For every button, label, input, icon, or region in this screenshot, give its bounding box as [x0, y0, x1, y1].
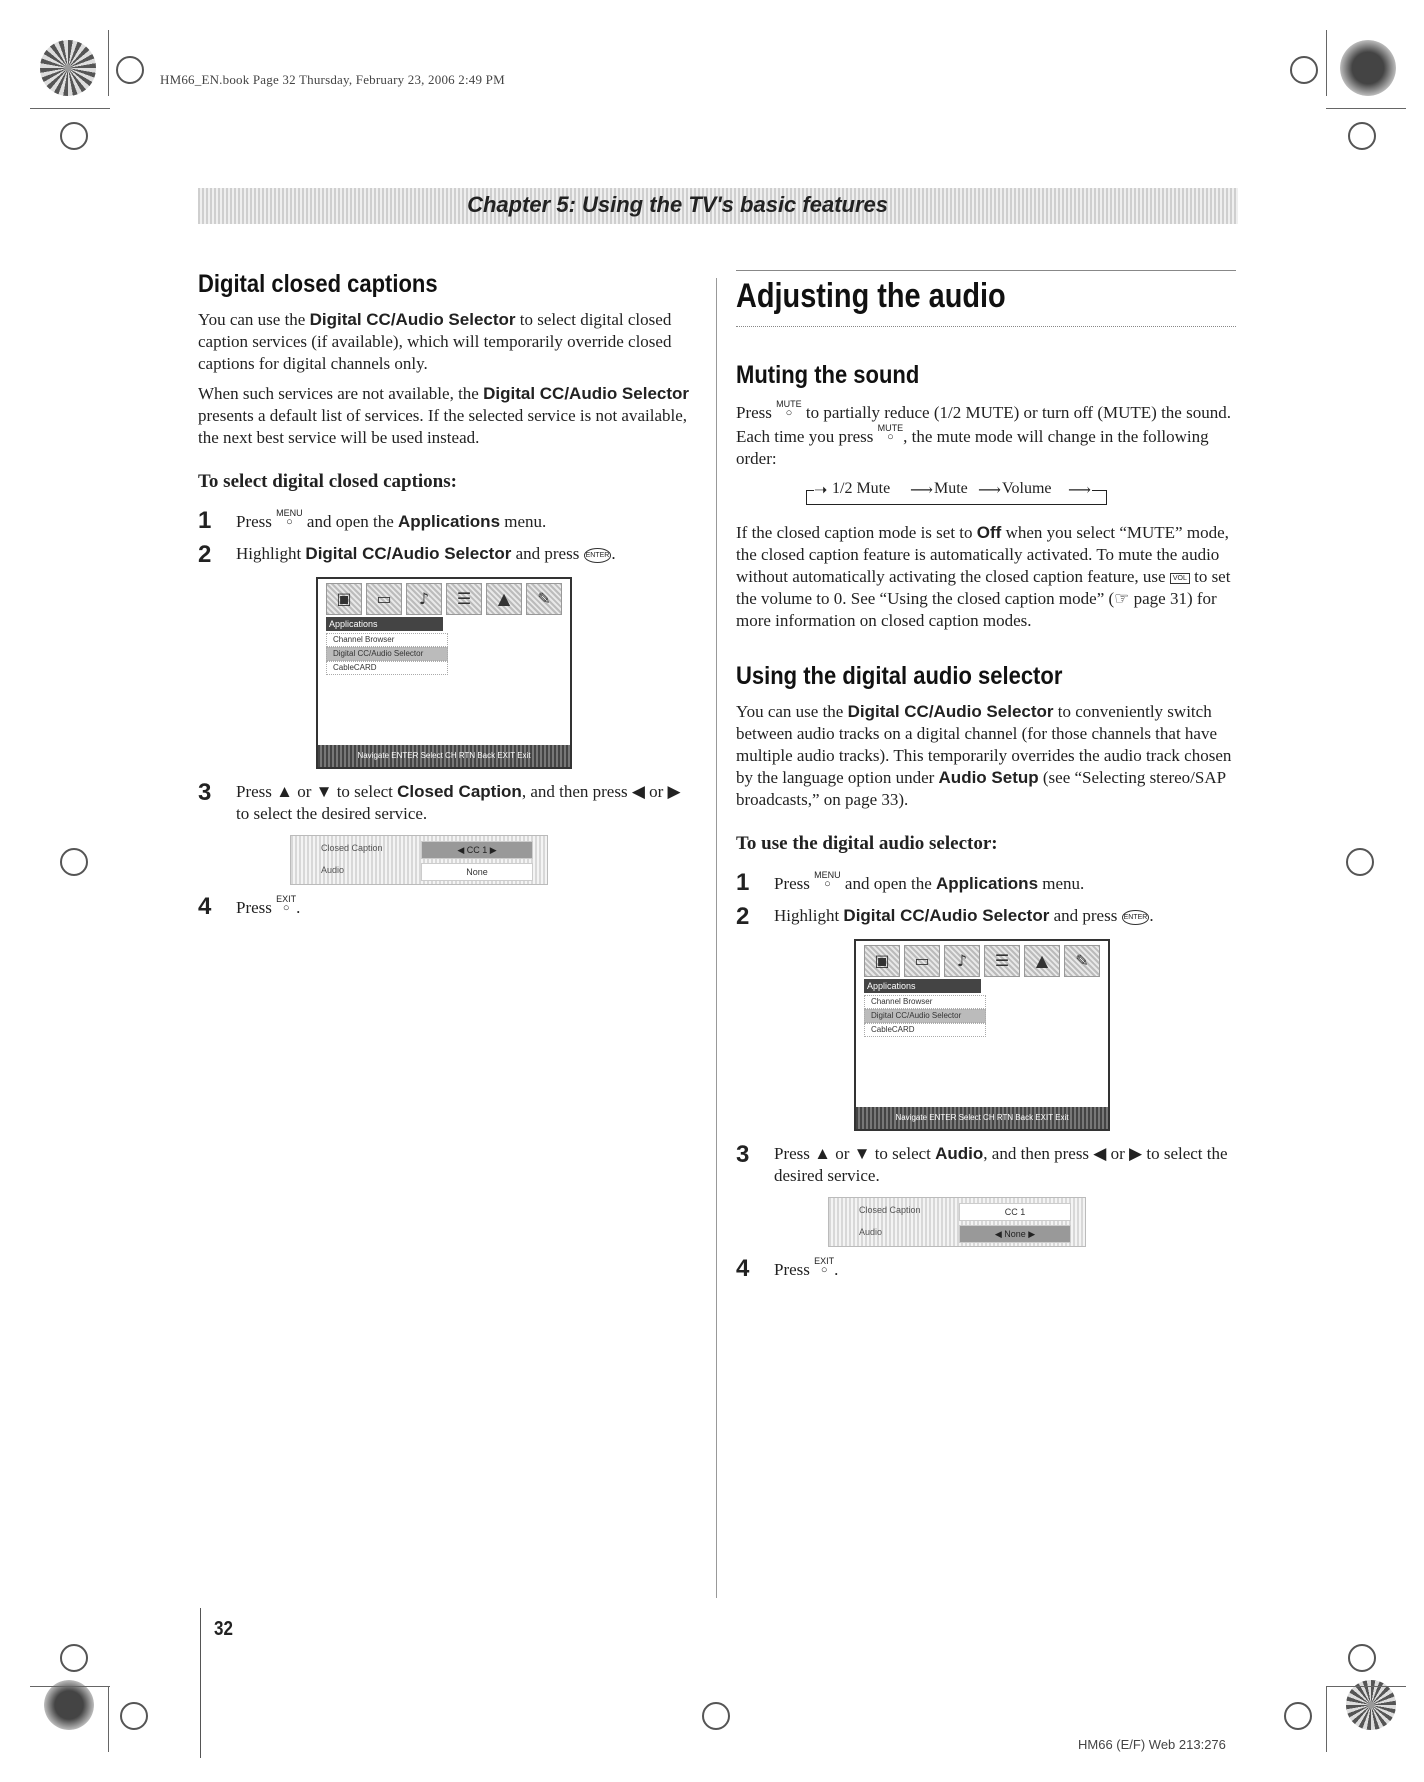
menu-navigation-bar: Navigate ENTER Select CH RTN Back EXIT Exit	[856, 1107, 1108, 1129]
left-column	[198, 270, 698, 929]
step-2: 2 Highlight Digital CC/Audio Selector and press ENTER .	[198, 541, 616, 568]
crop-line	[1326, 1686, 1406, 1687]
setup-icon: ☰	[446, 583, 482, 615]
crosshair-icon	[60, 1644, 88, 1672]
chapter-section-title	[736, 270, 1236, 327]
crosshair-icon	[1348, 122, 1376, 150]
page-number-rule	[200, 1608, 201, 1758]
menu-item: Channel Browser	[326, 633, 448, 647]
registration-mark-bottom-left	[44, 1680, 94, 1730]
registration-mark-bottom-right	[1346, 1680, 1396, 1730]
tv-icon: ▣	[326, 583, 362, 615]
crop-line	[30, 1686, 110, 1687]
crop-line	[30, 108, 110, 109]
section-heading: Muting the sound	[736, 361, 920, 389]
flow-step: 1/2 Mute	[832, 480, 891, 497]
picture-icon: ▭	[904, 945, 940, 977]
mute-key-icon: MUTE ○	[776, 399, 802, 419]
procedure-heading: To select digital closed captions:	[198, 471, 457, 492]
step-4: 4 Press EXIT ○ .	[198, 893, 301, 920]
chapter-banner	[198, 188, 1238, 224]
menu-title: Applications	[864, 979, 981, 993]
volume-key-icon: VOL	[1170, 573, 1190, 584]
step-1: 1 Press MENU ○ and open the Applications menu.	[198, 507, 547, 534]
paragraph: When such services are not available, the Digital CC/Audio Selector presents a default list of services. If the selected service is not available, the next best service will be used instead.	[198, 384, 690, 447]
mute-cycle-diagram: ➝ 1/2 Mute ⟶ Mute ⟶ Volume ⟶	[806, 480, 1236, 510]
paragraph: Press MUTE ○ to partially reduce (1/2 MUTE) or turn off (MUTE) the sound. Each time you press MUTE ○ , the mute mode will change in the following order:	[736, 399, 1231, 468]
selector-value: ◀ None ▶	[959, 1225, 1071, 1243]
selector-label: Audio	[859, 1227, 883, 1237]
audio-icon: ♪	[944, 945, 980, 977]
crosshair-icon	[1284, 1702, 1312, 1730]
section-heading: Digital closed captions	[198, 270, 438, 298]
crop-line	[1326, 108, 1406, 109]
menu-title: Applications	[326, 617, 443, 631]
crosshair-icon	[1348, 1644, 1376, 1672]
flow-step: Volume	[1002, 480, 1052, 497]
registration-mark-top-left	[40, 40, 96, 96]
column-divider	[716, 278, 717, 1598]
selector-screenshot	[290, 835, 548, 885]
section-heading: Using the digital audio selector	[736, 662, 1063, 690]
menu-item: CableCARD	[864, 1023, 986, 1037]
applications-icon: ✎	[1064, 945, 1100, 977]
footer-code: HM66 (E/F) Web 213:276	[1078, 1737, 1226, 1752]
step-3: 3 Press ▲ or ▼ to select Closed Caption, and then press ◀ or ▶ to select the desired service.	[198, 779, 681, 823]
menu-item-selected: Digital CC/Audio Selector	[326, 647, 448, 661]
selector-value: ◀ CC 1 ▶	[421, 841, 533, 859]
menu-navigation-bar: Navigate ENTER Select CH RTN Back EXIT Exit	[318, 745, 570, 767]
crop-line	[1326, 1686, 1327, 1752]
step-3: 3 Press ▲ or ▼ to select Audio, and then press ◀ or ▶ to select the desired service.	[736, 1141, 1228, 1185]
picture-icon: ▭	[366, 583, 402, 615]
tv-icon: ▣	[864, 945, 900, 977]
exit-key-icon: EXIT ○	[276, 894, 297, 914]
enter-key-icon: ENTER	[1122, 910, 1150, 925]
selector-label: Closed Caption	[859, 1205, 921, 1215]
menu-item: Channel Browser	[864, 995, 986, 1009]
paragraph: If the closed caption mode is set to Off when you select “MUTE” mode, the closed caption feature is automatically activated. To mute the audio without automatically activating the closed caption feature, use VOL to set the volume to 0. See “Using the closed caption mode” (☞ page 31) for more information on closed caption modes.	[736, 523, 1231, 630]
flow-step: Mute	[934, 480, 968, 497]
page-title: Adjusting the audio	[736, 277, 1006, 315]
registration-mark-top-right	[1340, 40, 1396, 96]
menu-key-icon: MENU ○	[276, 508, 303, 528]
step-2: 2 Highlight Digital CC/Audio Selector and press ENTER .	[736, 903, 1154, 930]
crosshair-icon	[1346, 848, 1374, 876]
selector-label: Closed Caption	[321, 843, 383, 853]
chapter-title: Chapter 5: Using the TV's basic features	[467, 192, 888, 217]
lock-icon: ▲	[1024, 945, 1060, 977]
lock-icon: ▲	[486, 583, 522, 615]
paragraph: You can use the Digital CC/Audio Selector to conveniently switch between audio tracks on a digital channel (for those channels that have multiple audio tracks). This temporarily overrides the audio track chosen by the language option under Audio Setup (see “Selecting stereo/SAP broadcasts,” on page 33).	[736, 702, 1232, 809]
setup-icon: ☰	[984, 945, 1020, 977]
crosshair-icon	[702, 1702, 730, 1730]
selector-value: CC 1	[959, 1203, 1071, 1221]
step-1: 1 Press MENU ○ and open the Applications menu.	[736, 869, 1085, 896]
crosshair-icon	[60, 848, 88, 876]
applications-icon: ✎	[526, 583, 562, 615]
crosshair-icon	[116, 56, 144, 84]
exit-key-icon: EXIT ○	[814, 1256, 835, 1276]
selector-label: Audio	[321, 865, 345, 875]
crop-line	[108, 30, 109, 96]
selector-value: None	[421, 863, 533, 881]
menu-item-selected: Digital CC/Audio Selector	[864, 1009, 986, 1023]
file-info: HM66_EN.book Page 32 Thursday, February 23, 2006 2:49 PM	[160, 72, 505, 87]
crosshair-icon	[1290, 56, 1318, 84]
applications-menu-screenshot	[854, 939, 1110, 1131]
crop-line	[1326, 30, 1327, 96]
menu-key-icon: MENU ○	[814, 870, 841, 890]
crop-line	[108, 1686, 109, 1752]
right-column	[736, 270, 1236, 1291]
step-4: 4 Press EXIT ○ .	[736, 1255, 839, 1282]
audio-icon: ♪	[406, 583, 442, 615]
crosshair-icon	[60, 122, 88, 150]
paragraph: You can use the Digital CC/Audio Selector to select digital closed caption services (if available), which will temporarily override closed captions for digital channels only.	[198, 310, 672, 373]
crosshair-icon	[120, 1702, 148, 1730]
menu-item: CableCARD	[326, 661, 448, 675]
page-number: 32	[214, 1618, 233, 1640]
enter-key-icon: ENTER	[584, 548, 612, 563]
procedure-heading: To use the digital audio selector:	[736, 833, 998, 854]
selector-screenshot	[828, 1197, 1086, 1247]
mute-key-icon: MUTE ○	[877, 423, 904, 443]
applications-menu-screenshot	[316, 577, 572, 769]
